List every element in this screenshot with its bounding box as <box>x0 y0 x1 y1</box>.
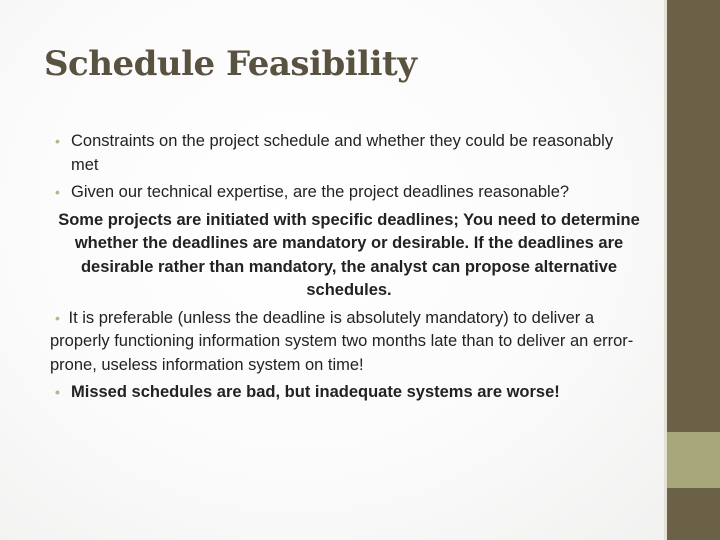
centered-paragraph: Some projects are initiated with specific deadlines; You need to determine whether the deadlines are mandatory or desirable. If the deadlines are desirable rather than mandatory, the analyst can propose alternative schedules. <box>58 210 640 299</box>
bullet-item <box>52 181 642 205</box>
bullet-item <box>52 130 642 177</box>
slide-body <box>52 130 642 409</box>
paragraph-text: It is preferable (unless the deadline is absolutely mandatory) to deliver a properly functioning information system two months late than to deliver an error-prone, useless information system on time! <box>50 308 634 374</box>
left-paragraph <box>50 307 650 378</box>
slide-title: Schedule Feasibility <box>44 44 417 84</box>
bullet-icon: • <box>55 309 60 326</box>
accent-block <box>667 432 720 488</box>
bullet-text: Missed schedules are bad, but inadequate systems are worse! <box>71 383 560 401</box>
bullet-text: Given our technical expertise, are the project deadlines reasonable? <box>71 183 570 201</box>
bullet-icon: • <box>55 133 60 149</box>
bullet-icon: • <box>55 384 60 400</box>
bullet-icon: • <box>55 184 60 200</box>
bullet-text: Constraints on the project schedule and whether they could be reasonably met <box>71 132 614 174</box>
bullet-item <box>52 381 642 405</box>
